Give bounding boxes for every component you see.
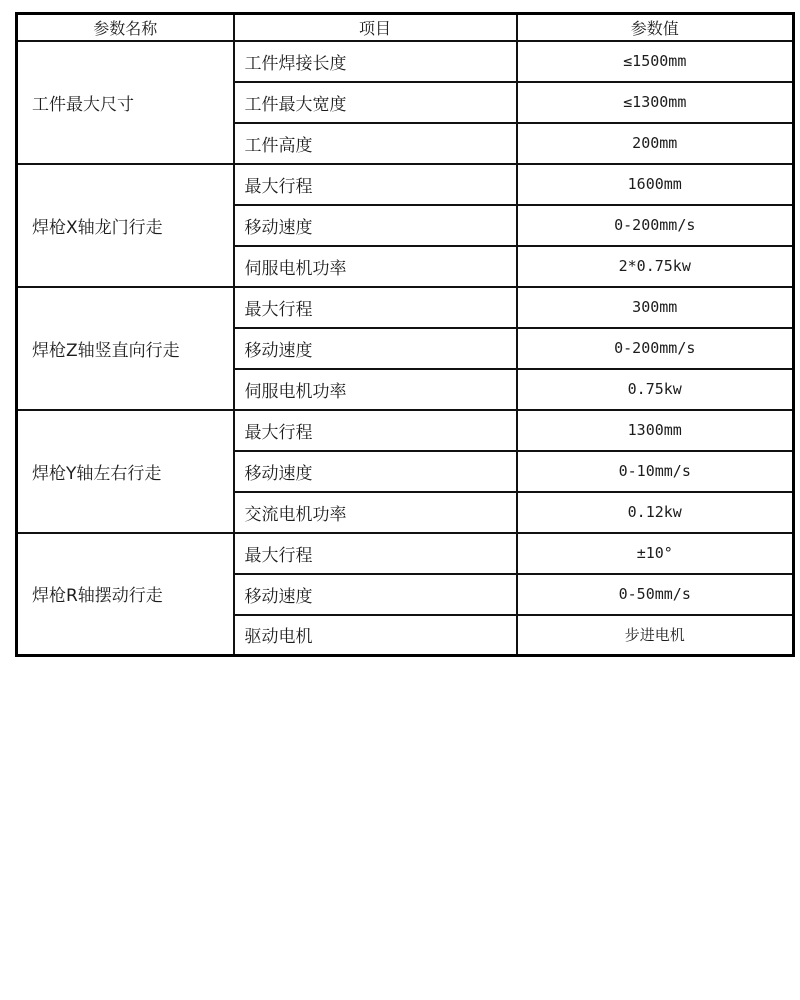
- table-row: [17, 164, 794, 205]
- item-cell: 工件焊接长度: [234, 41, 517, 82]
- group-name-cell: 焊枪Y轴左右行走: [17, 410, 234, 533]
- item-cell: 交流电机功率: [234, 492, 517, 533]
- column-header-item: 项目: [234, 14, 517, 41]
- table-row: [17, 287, 794, 328]
- item-cell: 伺服电机功率: [234, 246, 517, 287]
- group-name-cell: 焊枪Z轴竖直向行走: [17, 287, 234, 410]
- value-cell: 0-200mm/s: [517, 205, 794, 246]
- column-header-parameter-name: 参数名称: [17, 14, 234, 41]
- value-cell: 0-50mm/s: [517, 574, 794, 615]
- item-cell: 伺服电机功率: [234, 369, 517, 410]
- value-cell: 200mm: [517, 123, 794, 164]
- item-cell: 工件最大宽度: [234, 82, 517, 123]
- item-cell: 最大行程: [234, 164, 517, 205]
- spec-table: [15, 12, 795, 657]
- value-cell: 0-10mm/s: [517, 451, 794, 492]
- column-header-parameter-value: 参数值: [517, 14, 794, 41]
- item-cell: 最大行程: [234, 533, 517, 574]
- item-cell: 移动速度: [234, 451, 517, 492]
- group-name-cell: 工件最大尺寸: [17, 41, 234, 164]
- item-cell: 移动速度: [234, 205, 517, 246]
- value-cell: 0.12kw: [517, 492, 794, 533]
- value-cell: ±10°: [517, 533, 794, 574]
- value-cell: 步进电机: [517, 615, 794, 656]
- item-cell: 最大行程: [234, 410, 517, 451]
- value-cell: 1300mm: [517, 410, 794, 451]
- item-cell: 最大行程: [234, 287, 517, 328]
- value-cell: ≤1300mm: [517, 82, 794, 123]
- value-cell: 0.75kw: [517, 369, 794, 410]
- group-name-cell: 焊枪R轴摆动行走: [17, 533, 234, 656]
- table-row: [17, 41, 794, 82]
- value-cell: 1600mm: [517, 164, 794, 205]
- table-row: [17, 533, 794, 574]
- item-cell: 工件高度: [234, 123, 517, 164]
- group-name-cell: 焊枪X轴龙门行走: [17, 164, 234, 287]
- value-cell: ≤1500mm: [517, 41, 794, 82]
- value-cell: 0-200mm/s: [517, 328, 794, 369]
- table-header-row: [17, 14, 794, 41]
- item-cell: 驱动电机: [234, 615, 517, 656]
- value-cell: 2*0.75kw: [517, 246, 794, 287]
- value-cell: 300mm: [517, 287, 794, 328]
- table-row: [17, 410, 794, 451]
- item-cell: 移动速度: [234, 328, 517, 369]
- item-cell: 移动速度: [234, 574, 517, 615]
